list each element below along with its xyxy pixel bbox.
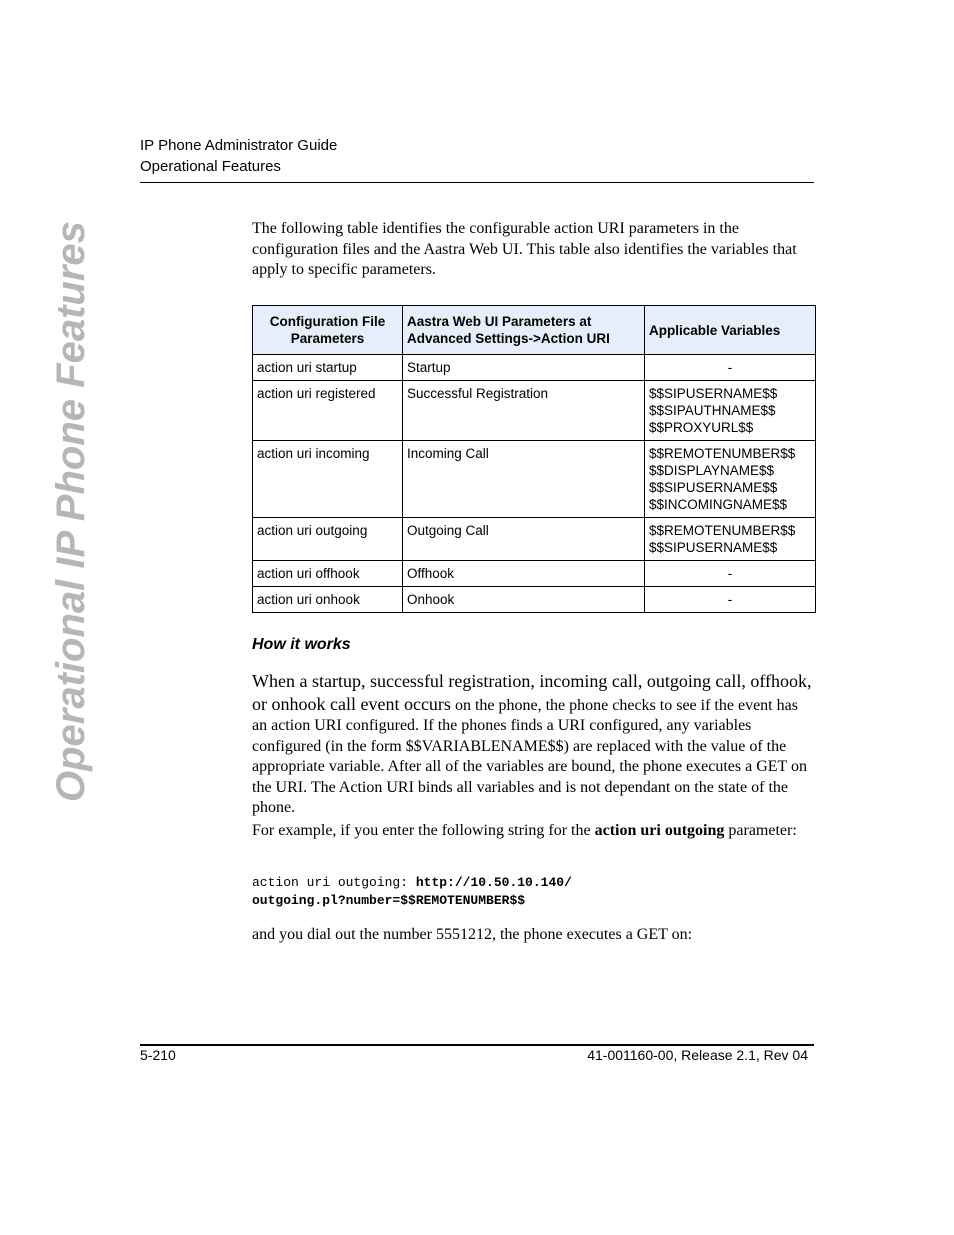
how-it-works-paragraph bbox=[252, 671, 814, 819]
cell-webui: Incoming Call bbox=[403, 441, 645, 518]
header-guide-title: IP Phone Administrator Guide bbox=[140, 137, 338, 154]
col-header-config: Configuration File Parameters bbox=[253, 306, 403, 355]
code-line-2 bbox=[252, 892, 572, 910]
cell-vars bbox=[645, 561, 816, 587]
footer-page-number: 5-210 bbox=[140, 1047, 176, 1063]
header-section-title: Operational Features bbox=[140, 158, 281, 175]
code-key: action uri outgoing bbox=[252, 875, 401, 890]
variable-item: $$SIPUSERNAME$$ bbox=[649, 540, 778, 555]
cell-vars bbox=[645, 518, 816, 561]
cell-vars bbox=[645, 355, 816, 381]
code-example bbox=[252, 874, 572, 910]
variable-item: $$REMOTENUMBER$$ bbox=[649, 446, 796, 461]
cell-param: action uri onhook bbox=[253, 587, 403, 613]
cell-webui: Offhook bbox=[403, 561, 645, 587]
table-row bbox=[253, 561, 816, 587]
cell-param: action uri startup bbox=[253, 355, 403, 381]
col-header-variables: Applicable Variables bbox=[645, 306, 816, 355]
cell-vars bbox=[645, 587, 816, 613]
example-post: parameter: bbox=[724, 822, 797, 839]
col-header-webui: Aastra Web UI Parameters at Advanced Settings->Action URI bbox=[403, 306, 645, 355]
code-separator: : bbox=[400, 875, 416, 890]
cell-param: action uri offhook bbox=[253, 561, 403, 587]
table-row bbox=[253, 518, 816, 561]
cell-vars bbox=[645, 381, 816, 441]
footer-doc-id: 41-001160-00, Release 2.1, Rev 04 bbox=[587, 1047, 808, 1063]
cell-webui: Onhook bbox=[403, 587, 645, 613]
cell-param: action uri registered bbox=[253, 381, 403, 441]
header-divider bbox=[140, 182, 814, 183]
table-row bbox=[253, 381, 816, 441]
variable-item: - bbox=[727, 360, 733, 375]
intro-paragraph: The following table identifies the configurable action URI parameters in the configuration files and the Aastra Web UI. This table also identifies the variables that apply to specific parameters. bbox=[252, 220, 797, 278]
cell-webui: Startup bbox=[403, 355, 645, 381]
example-param-name: action uri outgoing bbox=[594, 822, 725, 839]
cell-webui: Outgoing Call bbox=[403, 518, 645, 561]
dial-paragraph: and you dial out the number 5551212, the phone executes a GET on: bbox=[252, 926, 693, 943]
variable-item: $$PROXYURL$$ bbox=[649, 420, 754, 435]
table-row bbox=[253, 355, 816, 381]
example-paragraph bbox=[252, 821, 814, 842]
cell-param: action uri outgoing bbox=[253, 518, 403, 561]
how-it-works-body: on the phone, the phone checks to see if the event has an action URI configured. If the phones finds a URI configured, any variables configured (in the form $$VARIABLENAME$$) are replaced with the value of the appropriate variable. After all of the variables are bound, the phone executes a GET on the URI. The Action URI binds all variables and is not dependant on the state of the phone. bbox=[252, 696, 808, 816]
variable-item: $$SIPUSERNAME$$ bbox=[649, 480, 778, 495]
table-header-row bbox=[253, 306, 816, 355]
variable-item: - bbox=[727, 566, 733, 581]
table-row bbox=[253, 587, 816, 613]
cell-param: action uri incoming bbox=[253, 441, 403, 518]
code-value-part2: outgoing.pl?number=$$REMOTENUMBER$$ bbox=[252, 893, 526, 908]
variable-item: $$INCOMINGNAME$$ bbox=[649, 497, 788, 512]
cell-vars bbox=[645, 441, 816, 518]
variable-item: $$REMOTENUMBER$$ bbox=[649, 523, 796, 538]
footer-divider bbox=[140, 1044, 814, 1046]
variable-item: $$SIPUSERNAME$$ bbox=[649, 386, 778, 401]
code-line-1 bbox=[252, 874, 572, 892]
how-it-works-lead: When a startup, successful registration, incoming call, outgoing call, offhook, or onhook call event occurs bbox=[252, 671, 812, 714]
action-uri-table bbox=[252, 305, 816, 613]
section-heading-how-it-works: How it works bbox=[252, 636, 351, 653]
code-value-part1: http://10.50.10.140/ bbox=[415, 875, 572, 890]
table-row bbox=[253, 441, 816, 518]
variable-item: $$DISPLAYNAME$$ bbox=[649, 463, 775, 478]
cell-webui: Successful Registration bbox=[403, 381, 645, 441]
example-pre: For example, if you enter the following string for the bbox=[252, 822, 595, 839]
page-header bbox=[140, 135, 337, 177]
variable-item: - bbox=[727, 592, 733, 607]
side-chapter-title: Operational IP Phone Features bbox=[49, 221, 93, 802]
variable-item: $$SIPAUTHNAME$$ bbox=[649, 403, 776, 418]
